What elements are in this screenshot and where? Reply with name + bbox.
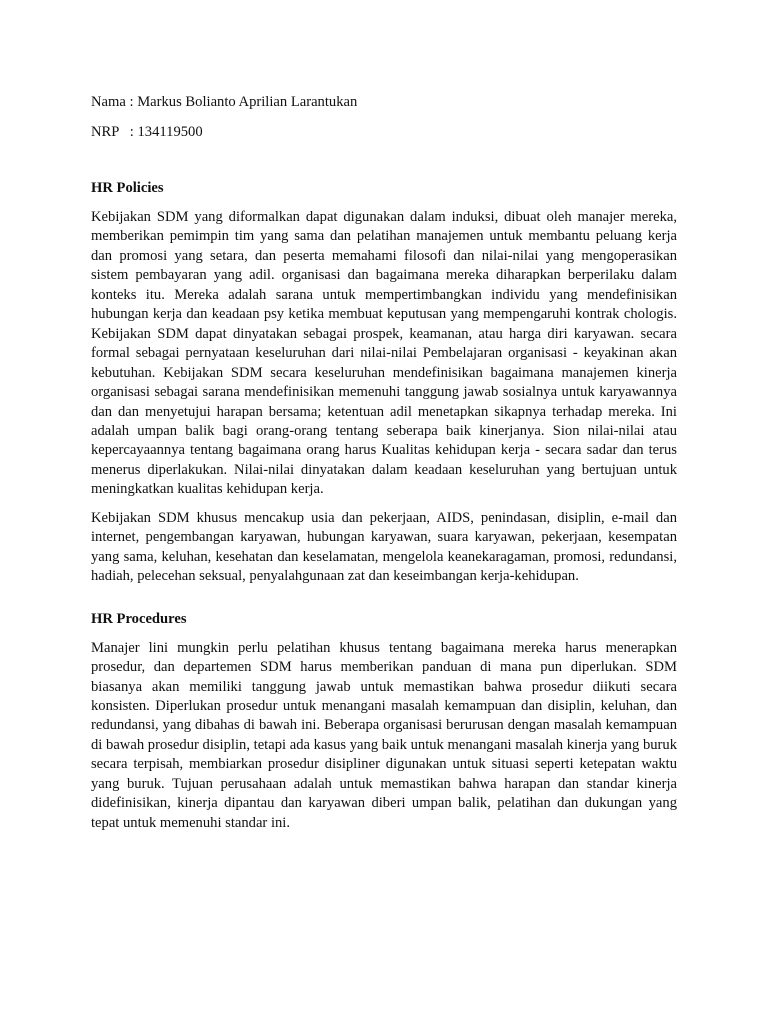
- section-heading: HR Policies: [91, 180, 164, 196]
- student-nrp-line: NRP : 134119500: [91, 124, 203, 140]
- paragraph: Manajer lini mungkin perlu pelatihan khusus tentang bagaimana mereka harus menerapkan prosedur, dan departemen SDM harus memberikan panduan di mana pun diperlukan. SDM biasanya akan memiliki tanggung jawab untuk memastikan bahwa prosedur diikuti secara konsisten. Diperlukan prosedur untuk menangani masalah kemampuan dan disiplin, keluhan, dan redundansi, yang dibahas di bawah ini. Beberapa organisasi berurusan dengan masalah kemampuan di bawah prosedur disiplin, tetapi ada kasus yang baik untuk menangani masalah kinerja yang buruk secara terpisah, membiarkan prosedur disipliner digunakan untuk situasi seperti ketepatan waktu yang buruk. Tujuan perusahaan adalah untuk memastikan bahwa harapan dan standar kinerja didefinisikan, kinerja dipantau dan karyawan diberi umpan balik, pelatihan dan dukungan yang tepat untuk memenuhi standar ini.: [91, 639, 677, 831]
- section-heading: HR Procedures: [91, 610, 187, 627]
- section-hr-procedures: [91, 609, 677, 834]
- section-hr-policies: [91, 178, 677, 587]
- paragraph: Kebijakan SDM khusus mencakup usia dan pekerjaan, AIDS, penindasan, disiplin, e-mail dan internet, pengembangan karyawan, hubungan karyawan, suara karyawan, pekerjaan, kesempatan yang sama, keluhan, kesehatan dan keselamatan, mengelola keanekaragaman, promosi, redundansi, hadiah, pelecehan seksual, penyalahgunaan zat dan keseimbangan kerja-kehidupan.: [91, 509, 677, 585]
- paragraph: Kebijakan SDM yang diformalkan dapat digunakan dalam induksi, dibuat oleh manajer mereka, memberikan pemimpin tim yang sama dan pelatihan manajemen untuk membantu peluang kerja dan promosi yang setara, dan peserta memahami filosofi dan nilai-nilai yang mengoperasikan sistem pembayaran yang adil. organisasi dan bagaimana mereka diharapkan berperilaku dalam konteks itu. Mereka adalah sarana untuk mempertimbangkan individu yang mendefinisikan hubungan kerja dan keadaan psy ketika membuat keputusan yang mempengaruhi kontrak chologis. Kebijakan SDM dapat dinyatakan sebagai prospek, keamanan, atau harga diri karyawan. secara formal sebagai pernyataan keseluruhan dari nilai-nilai Pembelajaran organisasi - keyakinan akan kebutuhan. Kebijakan SDM secara keseluruhan mendefinisikan bagaimana manajemen kinerja organisasi sebagai sarana mendefinisikan memenuhi tanggung jawab sosialnya untuk karyawannya dan dan menyetujui harapan bersama; ketentuan adil menetapkan sikapnya terhadap mereka. Ini adalah umpan balik bagi orang-orang tentang seberapa baik kinerjanya. Sion nilai-nilai atau kepercayaannya tentang bagaimana orang harus Kualitas kehidupan kerja - secara sadar dan terus menerus diperlakukan. Nilai-nilai dinyatakan dalam keadaan keseluruhan yang bertujuan untuk meningkatkan kualitas kehidupan kerja.: [91, 209, 677, 498]
- student-name-line: Nama : Markus Bolianto Aprilian Larantukan: [91, 94, 358, 110]
